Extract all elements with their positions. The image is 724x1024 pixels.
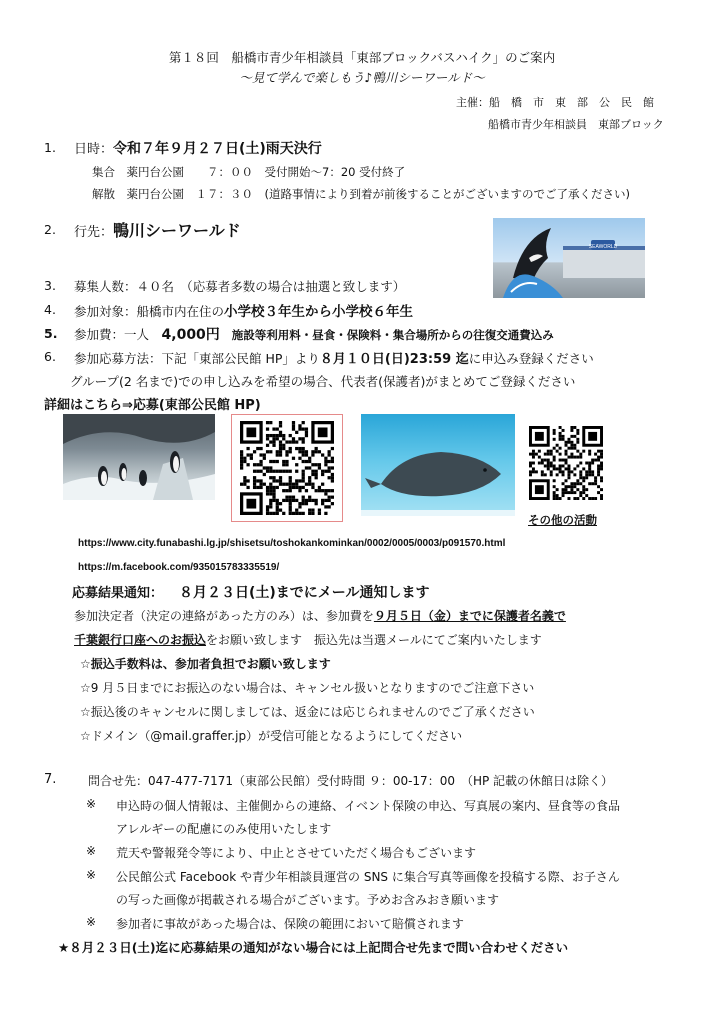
item-3-number: 3. bbox=[44, 278, 56, 293]
item-4-line bbox=[74, 300, 413, 320]
orca-statue bbox=[513, 228, 551, 280]
item-4-label: 参加対象：船橋市内在住の bbox=[74, 304, 225, 319]
note-4: 参加者に事故があった場合は、保険の範囲において賠償されます bbox=[116, 917, 464, 931]
item-1-gather: 集合 薬円台公園 ７：００ 受付開始～7：20 受付終了 bbox=[92, 165, 406, 179]
item-2-destination: 鴨川シーワールド bbox=[113, 221, 241, 240]
note-2: 荒天や警報発令等により、中止とさせていただく場合もございます bbox=[116, 846, 477, 860]
organizer-line-2: 船橋市青少年相談員 東部ブロック bbox=[488, 118, 664, 131]
qr-pattern bbox=[529, 426, 603, 500]
pool-edge bbox=[361, 510, 515, 516]
note-4-mark: ※ bbox=[86, 915, 97, 929]
item-6-deadline: ８月１０日(日)23:59 迄 bbox=[319, 352, 469, 367]
item-2-line bbox=[74, 218, 241, 241]
item-3-text: 募集人数：４０名 （応募者多数の場合は抽選と致します） bbox=[74, 279, 406, 294]
hp-url[interactable]: https://www.city.funabashi.lg.jp/shisetsu/toshokankominkan/0002/0005/0003/p091570.html bbox=[78, 538, 506, 549]
seal-photo bbox=[361, 414, 515, 516]
payment-note-2: ☆9 月５日までにお振込のない場合は、キャンセル扱いとなりますのでご注意下さい bbox=[80, 681, 535, 695]
note-3-line-1: 公民館公式 Facebook や青少年相談員運営の SNS に集合写真等画像を投稿する際、お子さん bbox=[116, 870, 620, 884]
qr-code-hp-frame bbox=[231, 414, 343, 522]
seaworld-photo bbox=[493, 218, 645, 298]
note-3-mark: ※ bbox=[86, 868, 97, 882]
item-4-number: 4. bbox=[44, 302, 56, 317]
payment-note-3: ☆振込後のキャンセルに関しましては、返金には応じられませんのでご了承ください bbox=[80, 705, 535, 719]
results-date: ８月２３日(土)までにメール通知します bbox=[179, 585, 430, 601]
item-1-date: 令和７年９月２７日(土)雨天決行 bbox=[113, 141, 322, 157]
payment-line-2 bbox=[74, 631, 542, 648]
payment-account: 千葉銀行口座へのお振込 bbox=[74, 633, 207, 647]
item-1-number: 1. bbox=[44, 140, 56, 155]
note-1-line-1: 申込時の個人情報は、主催側からの連絡、イベント保険の申込、写真展の案内、昼食等の食品 bbox=[116, 799, 621, 813]
item-5-fee-note: 施設等利用料・昼食・保険料・集合場所からの往復交通費込み bbox=[231, 328, 554, 342]
item-6-post: に申込み登録ください bbox=[468, 351, 594, 366]
item-7-number: 7. bbox=[44, 772, 57, 787]
results-label: 応募結果通知： bbox=[72, 586, 164, 601]
payment-note-1: ☆振込手数料は、参加者負担でお願い致します bbox=[80, 657, 331, 671]
item-5-label: 参加費：一人 bbox=[74, 327, 162, 342]
qr-pattern bbox=[240, 421, 334, 515]
item-6-group-note: グループ(2 名まで)での申し込みを希望の場合、代表者(保護者)がまとめてご登録ください bbox=[70, 374, 576, 389]
penguin-1-belly bbox=[101, 471, 107, 485]
note-1-mark: ※ bbox=[86, 797, 97, 811]
seal-tail bbox=[365, 478, 381, 488]
note-3-line-2: の写った画像が掲載される場合がございます。予めお含みおき願います bbox=[116, 893, 500, 907]
note-1-line-2: アレルギーの配慮にのみ使用いたします bbox=[116, 822, 332, 836]
ice-floor bbox=[63, 474, 215, 500]
penguin-scene bbox=[63, 414, 215, 500]
qr-code-activities[interactable] bbox=[529, 426, 603, 500]
penguin-3-belly bbox=[173, 456, 179, 472]
penguin-photo bbox=[63, 414, 215, 500]
item-2-label: 行先： bbox=[74, 225, 114, 240]
item-5-number: 5. bbox=[44, 326, 58, 341]
payment-pre: 参加決定者（決定の連絡があった方のみ）は、参加費を bbox=[74, 609, 374, 623]
other-activities-link[interactable]: その他の活動 bbox=[528, 513, 597, 527]
qr-code-hp[interactable] bbox=[240, 421, 334, 515]
footer-note: ★８月２３日(土)迄に応募結果の通知がない場合には上記問合せ先まで問い合わせください bbox=[58, 940, 569, 955]
document-title: 第１８回 船橋市青少年相談員「東部ブロックバスハイク」のご案内 bbox=[168, 50, 556, 65]
seaworld-sign-text: SEAWORLD bbox=[588, 244, 618, 250]
payment-deadline: ９月５日（金）までに保護者名義で bbox=[373, 609, 566, 623]
document-subtitle: ～見て学んで楽しもう♪鴨川シーワールド～ bbox=[239, 70, 485, 85]
payment-line-1 bbox=[74, 607, 566, 624]
item-1-line bbox=[74, 138, 322, 158]
item-5-fee: 4,000円 bbox=[161, 327, 220, 343]
cave-ceiling bbox=[63, 414, 215, 444]
details-heading[interactable]: 詳細はこちら⇒応募(東部公民館 HP) bbox=[44, 398, 261, 413]
penguin-2-belly bbox=[122, 468, 127, 480]
seal-body bbox=[381, 452, 501, 496]
item-2-number: 2. bbox=[44, 222, 56, 237]
item-1-dismiss: 解散 薬円台公園 １７：３０ (道路事情により到着が前後することがございますのでご了承ください) bbox=[92, 187, 630, 201]
payment-post: をお願い致します 振込先は当選メールにてご案内いたします bbox=[206, 633, 542, 647]
penguin-4 bbox=[139, 470, 147, 486]
item-6-pre: 参加応募方法：下記「東部公民館 HP」より bbox=[74, 351, 320, 366]
payment-note-4: ☆ドメイン（@mail.graffer.jp）が受信可能となるようにしてください bbox=[80, 729, 463, 743]
qr-code-activities-frame bbox=[525, 424, 609, 502]
results-line bbox=[72, 582, 430, 602]
seal-scene bbox=[361, 414, 515, 516]
wave-statue bbox=[503, 274, 563, 298]
building bbox=[563, 248, 645, 278]
note-2-mark: ※ bbox=[86, 844, 97, 858]
item-6-line bbox=[74, 348, 594, 367]
item-4-target: 小学校３年生から小学校６年生 bbox=[224, 304, 414, 320]
item-5-line bbox=[74, 324, 554, 344]
seal-eye bbox=[483, 468, 487, 472]
item-1-label: 日時： bbox=[74, 142, 114, 157]
seaworld-scene bbox=[493, 218, 645, 298]
item-6-number: 6. bbox=[44, 349, 56, 364]
organizer-line-1: 主催：船 橋 市 東 部 公 民 館 bbox=[456, 96, 654, 109]
facebook-url[interactable]: https://m.facebook.com/935015783335519/ bbox=[78, 562, 280, 573]
item-7-contact: 問合せ先：047-477-7171（東部公民館）受付時間 ９：00-17：00 （HP 記載の休館日は除く） bbox=[88, 774, 614, 788]
